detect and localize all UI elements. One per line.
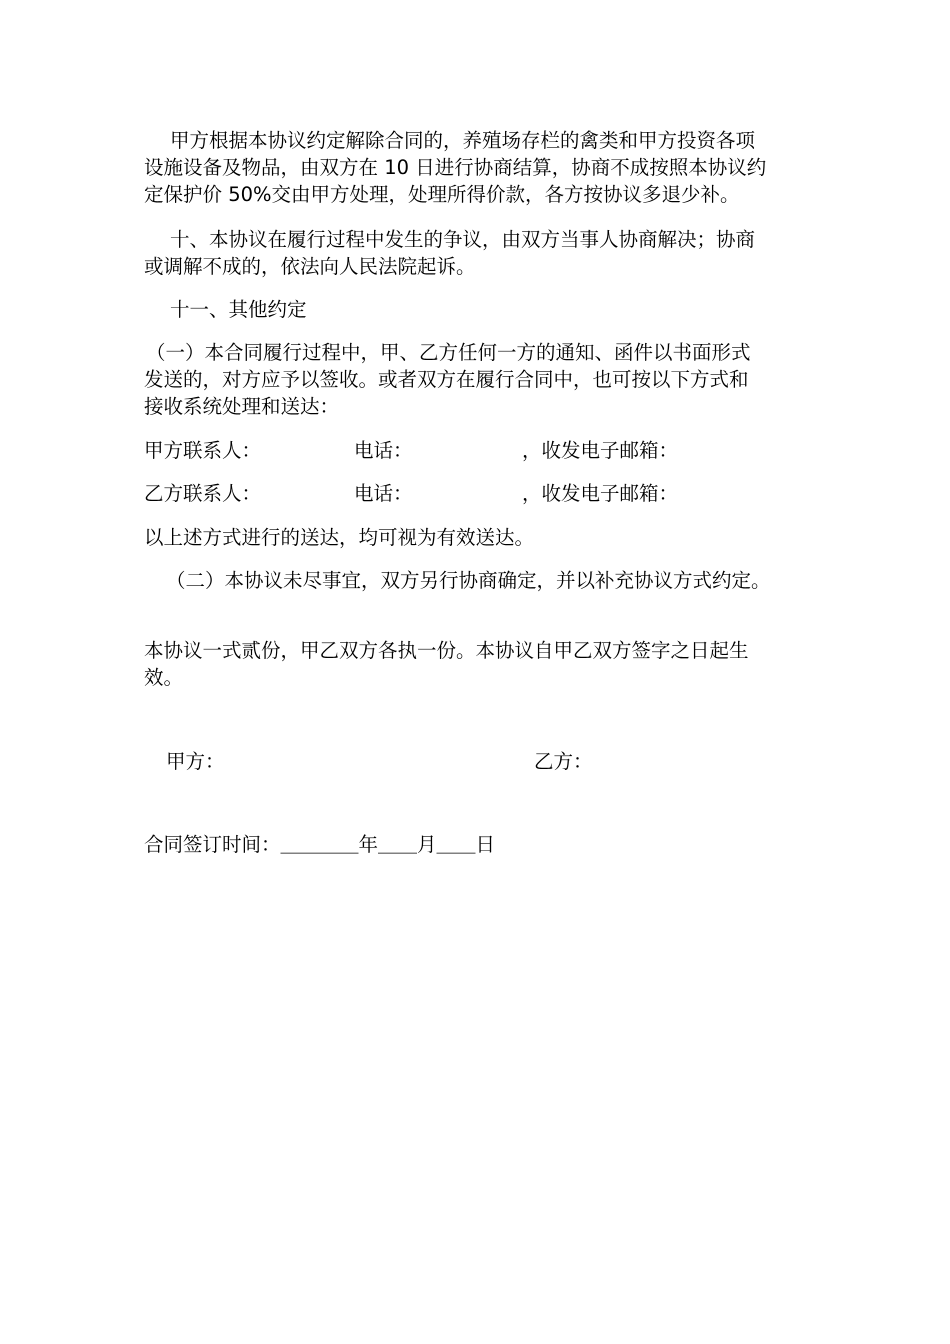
paragraph-line: 甲方根据本协议约定解除合同的，养殖场存栏的禽类和甲方投资各项 <box>170 129 756 152</box>
section-11-title: 十一、其他约定 <box>170 298 307 321</box>
clause-2-supplement: （二）本协议未尽事宜，双方另行协商确定，并以补充协议方式约定。 <box>166 569 771 592</box>
paragraph-line: 设施设备及物品，由双方在 10 日进行协商结算，协商不成按照本协议约 <box>144 156 767 179</box>
section-line: 或调解不成的，依法向人民法院起诉。 <box>144 255 476 278</box>
party-b-signature-label: 乙方： <box>534 750 593 773</box>
clause-line: 接收系统处理和送达： <box>144 395 340 418</box>
party-a-signature-label: 甲方： <box>166 750 225 773</box>
email-label: ，收发电子邮箱： <box>522 482 679 505</box>
section-line: 十、本协议在履行过程中发生的争议，由双方当事人协商解决；协商 <box>170 228 756 251</box>
final-clause-line: 效。 <box>144 666 184 689</box>
clause-line: 发送的，对方应予以签收。或者双方在履行合同中，也可按以下方式和 <box>144 368 749 391</box>
contact-label: 甲方联系人： <box>144 439 262 462</box>
final-clause-line: 本协议一式贰份，甲乙双方各执一份。本协议自甲乙双方签字之日起生 <box>144 639 749 662</box>
signing-date: 合同签订时间：＿＿＿＿年＿＿月＿＿日 <box>144 833 496 856</box>
phone-label: 电话： <box>354 439 413 462</box>
email-label: ，收发电子邮箱： <box>522 439 679 462</box>
phone-label: 电话： <box>354 482 413 505</box>
clause-line: （一）本合同履行过程中，甲、乙方任何一方的通知、函件以书面形式 <box>146 341 751 364</box>
contact-label: 乙方联系人： <box>144 482 262 505</box>
paragraph-line: 定保护价 50%交由甲方处理，处理所得价款，各方按协议多退少补。 <box>144 183 740 206</box>
delivery-note: 以上述方式进行的送达，均可视为有效送达。 <box>144 526 535 549</box>
